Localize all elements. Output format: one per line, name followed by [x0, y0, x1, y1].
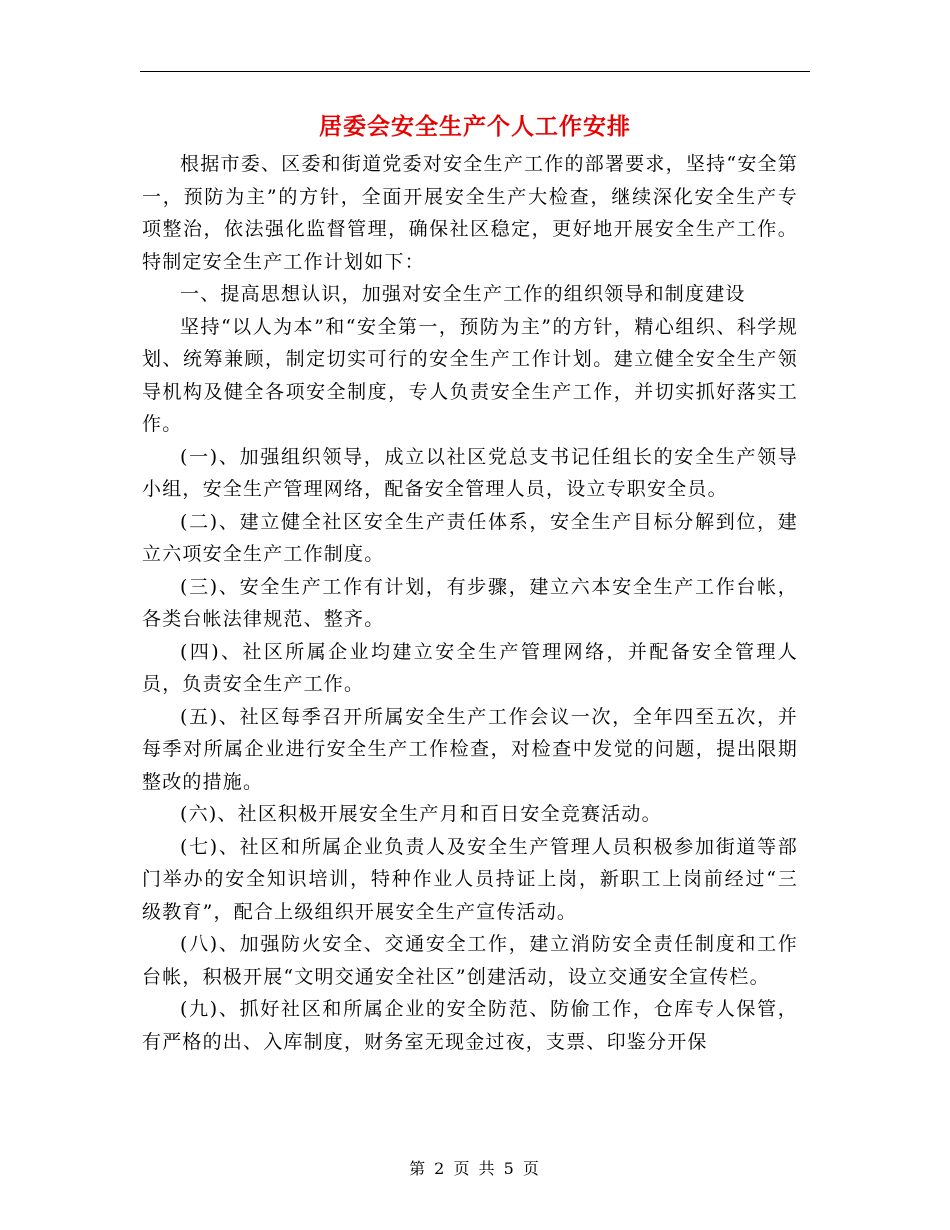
list-item: (九)、抓好社区和所属企业的安全防范、防偷工作，仓库专人保管，有严格的出、入库制度，财务室无现金过夜，支票、印鉴分开保 [142, 998, 798, 1053]
list-item: (一)、加强组织领导，成立以社区党总支书记任组长的安全生产领导小组，安全生产管理网络，配备安全管理人员，设立专职安全员。 [142, 445, 798, 500]
list-item: (八)、加强防火安全、交通安全工作，建立消防安全责任制度和工作台帐，积极开展“文明交通安全社区”创建活动，设立交通安全宣传栏。 [142, 933, 798, 988]
list-item: (四)、社区所属企业均建立安全生产管理网络，并配备安全管理人员，负责安全生产工作。 [142, 640, 798, 695]
document-title: 居委会安全生产个人工作安排 [319, 114, 631, 140]
list-item: (七)、社区和所属企业负责人及安全生产管理人员积极参加街道等部门举办的安全知识培训，特种作业人员持证上岗，新职工上岗前经过“三级教育”，配合上级组织开展安全生产宣传活动。 [142, 835, 798, 923]
paragraph: 坚持“以人为本”和“安全第一，预防为主”的方针，精心组织、科学规划、统筹兼顾，制定切实可行的安全生产工作计划。建立健全安全生产领导机构及健全各项安全制度，专人负责安全生产工作，并切实抓好落实工作。 [142, 315, 798, 435]
header-rule [140, 71, 810, 72]
section-heading: 一、提高思想认识，加强对安全生产工作的组织领导和制度建设 [180, 283, 746, 305]
list-item: (三)、安全生产工作有计划，有步骤，建立六本安全生产工作台帐，各类台帐法律规范、整齐。 [142, 575, 798, 630]
paragraph: 根据市委、区委和街道党委对安全生产工作的部署要求，坚持“安全第一，预防为主”的方针，全面开展安全生产大检查，继续深化安全生产专项整治，依法强化监督管理，确保社区稳定，更好地开展安全生产工作。特制定安全生产工作计划如下： [142, 153, 798, 273]
page-footer: 第 2 页 共 5 页 [409, 1159, 541, 1178]
document-body [142, 148, 798, 1058]
list-item: (六)、社区积极开展安全生产月和百日安全竞赛活动。 [180, 803, 662, 825]
list-item: (二)、建立健全社区安全生产责任体系，安全生产目标分解到位，建立六项安全生产工作制度。 [142, 510, 798, 565]
list-item: (五)、社区每季召开所属安全生产工作会议一次，全年四至五次，并每季对所属企业进行安全生产工作检查，对检查中发觉的问题，提出限期整改的措施。 [142, 705, 798, 793]
